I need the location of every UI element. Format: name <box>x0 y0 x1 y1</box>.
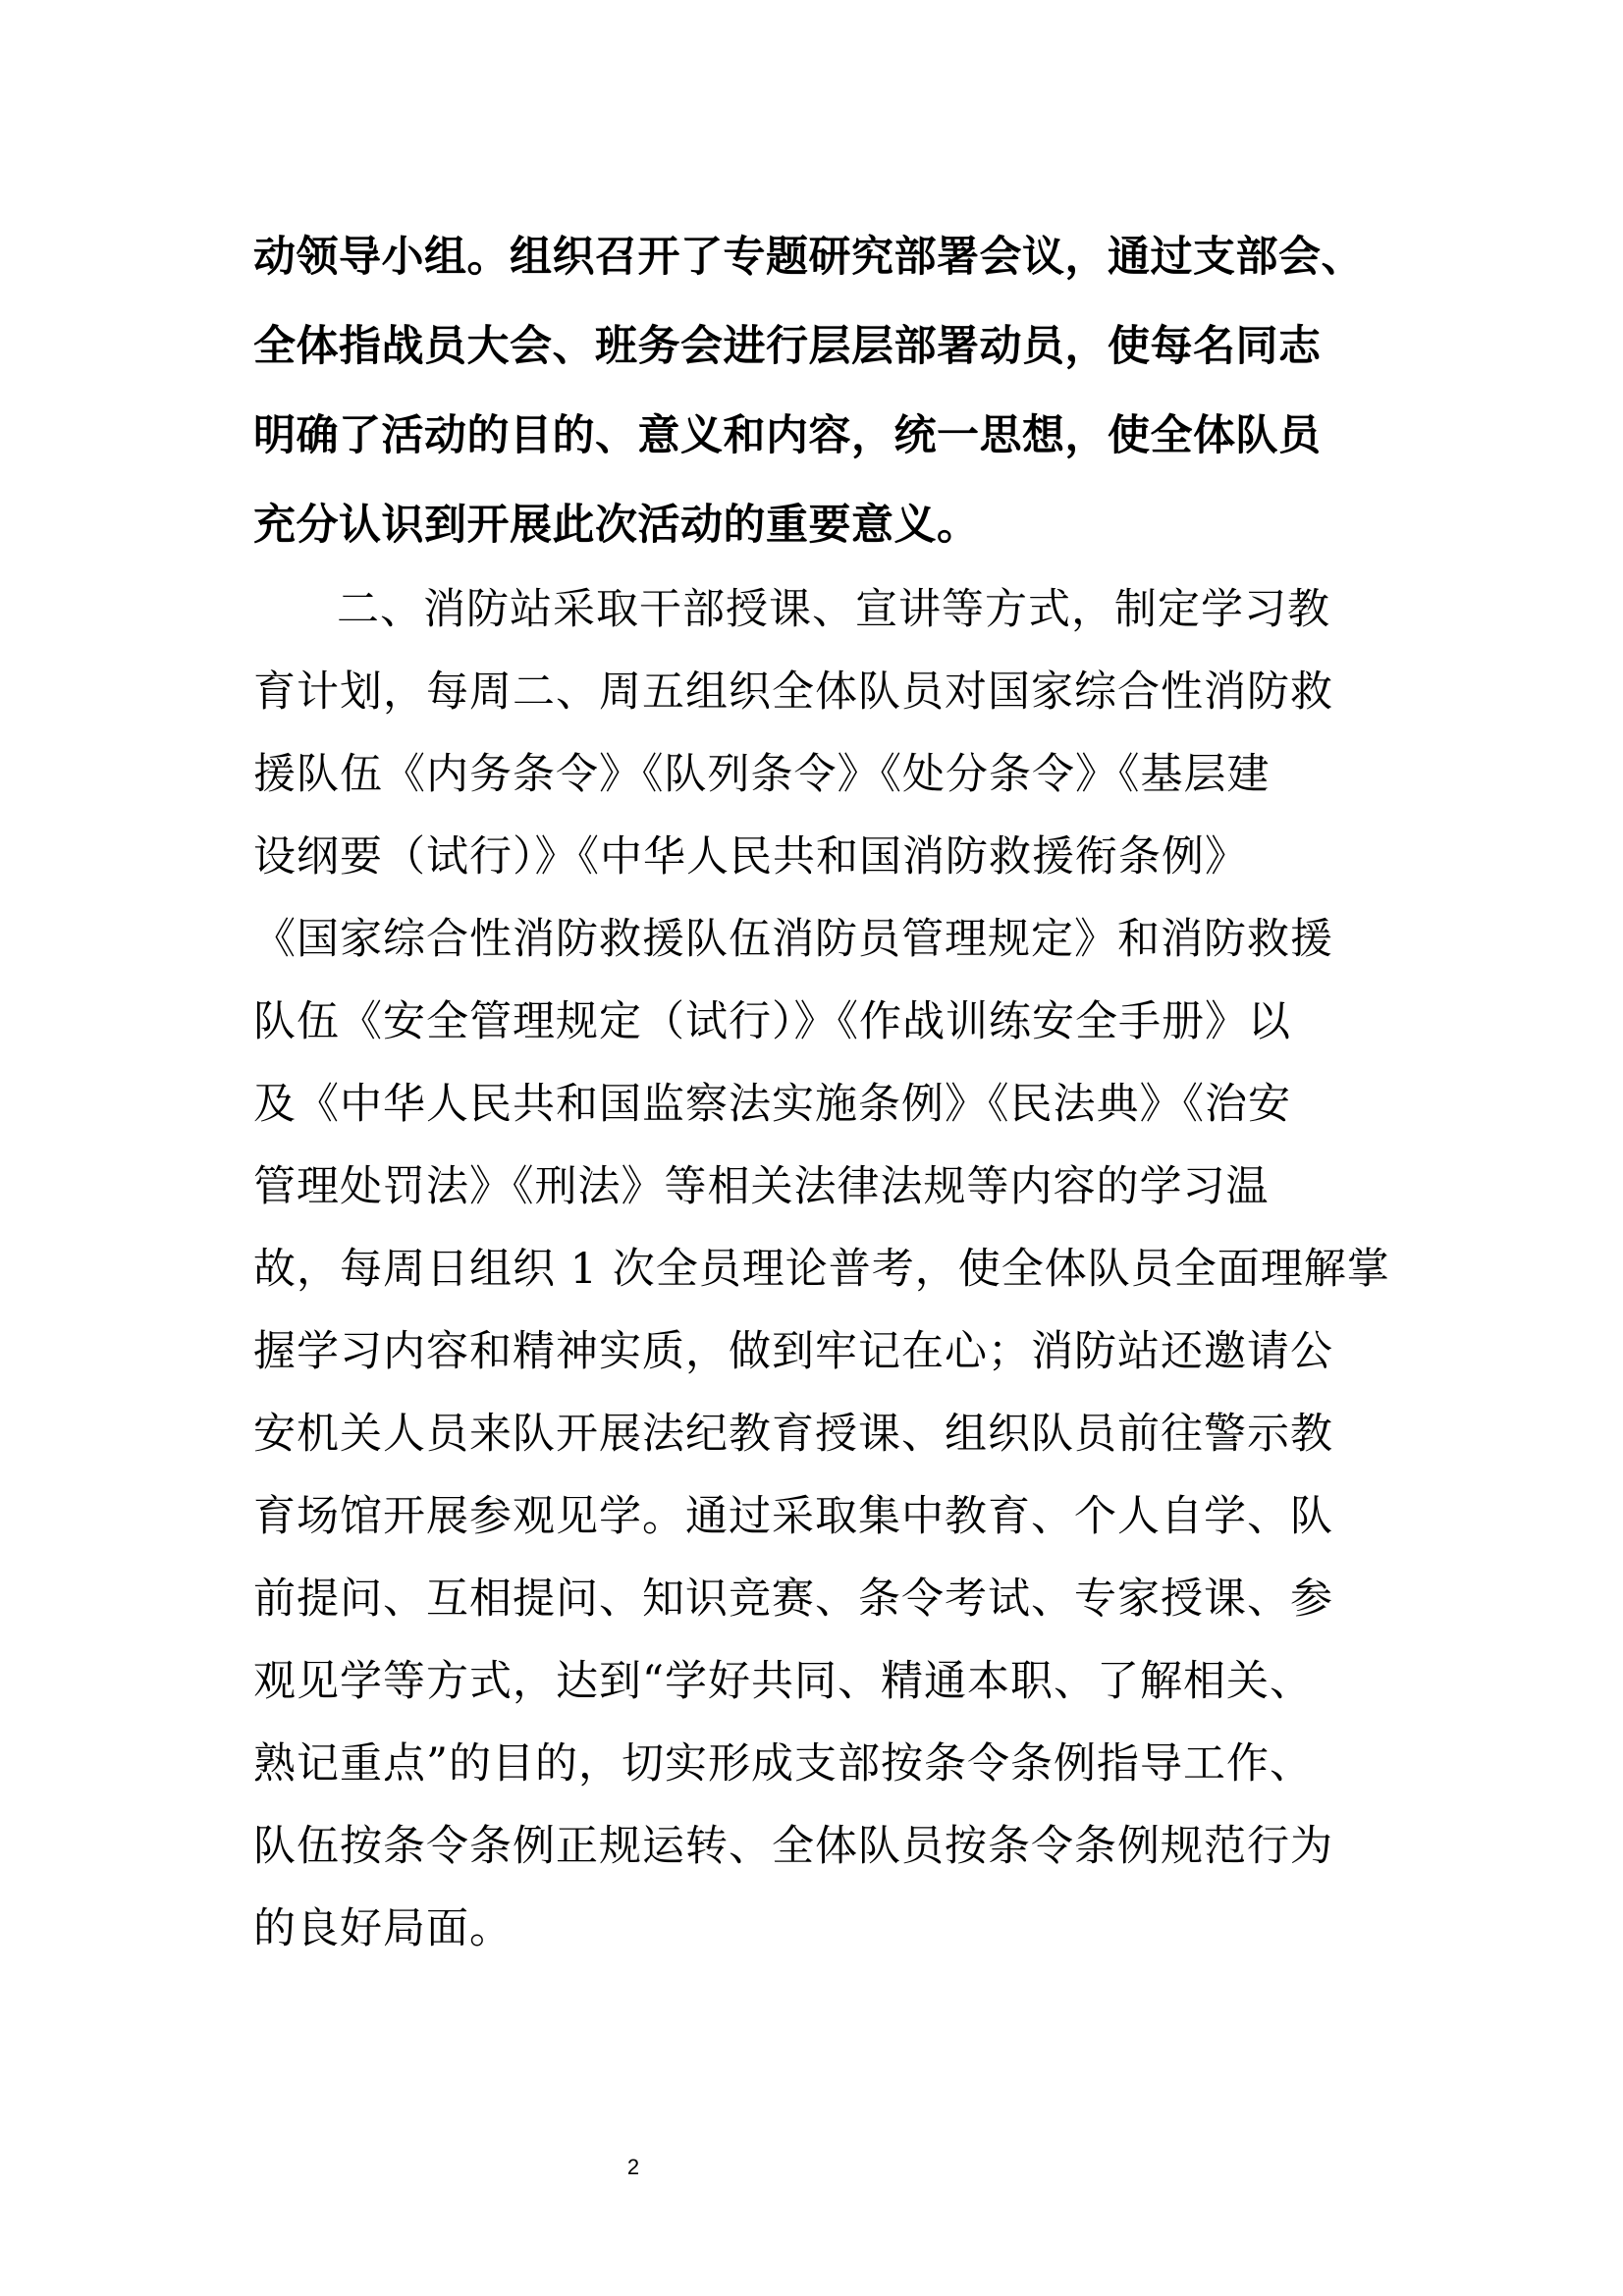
paragraph-line: 熟记重点”的目的，切实形成支部按条令条例指导工作、 <box>253 1739 1313 1789</box>
page-number: 2 <box>626 2155 640 2179</box>
paragraph-line: 援队伍《内务条令》《队列条令》《处分条令》《基层建 <box>253 750 1271 799</box>
paragraph-line: 及《中华人民共和国监察法实施条例》《民法典》《治安 <box>253 1080 1291 1129</box>
paragraph-line: 观见学等方式，达到“学好共同、精通本职、了解相关、 <box>253 1657 1313 1706</box>
paragraph-line: 握学习内容和精神实质，做到牢记在心；消防站还邀请公 <box>253 1327 1333 1376</box>
paragraph-line: 育场馆开展参观见学。通过采取集中教育、个人自学、队 <box>253 1492 1333 1541</box>
paragraph-line: 育计划，每周二、周五组织全体队员对国家综合性消防救 <box>253 667 1333 717</box>
paragraph-line: 明确了活动的目的、意义和内容，统一思想，使全体队员 <box>253 411 1322 460</box>
paragraph-line: 队伍《安全管理规定（试行）》《作战训练安全手册》以 <box>253 997 1291 1046</box>
paragraph-line: 设纲要（试行）》《中华人民共和国消防救援衔条例》 <box>253 832 1248 881</box>
paragraph-line: 管理处罚法》《刑法》等相关法律法规等内容的学习温 <box>253 1162 1270 1211</box>
paragraph-line: 队伍按条令条例正规运转、全体队员按条令条例规范行为 <box>253 1822 1333 1871</box>
paragraph-line: 全体指战员大会、班务会进行层层部署动员，使每名同志 <box>253 322 1322 371</box>
paragraph-line: 的良好局面。 <box>253 1904 513 1953</box>
paragraph-line: 充分认识到开展此次活动的重要意义。 <box>253 501 980 550</box>
paragraph-line: 二、消防站采取干部授课、宣讲等方式，制定学习教 <box>337 585 1330 634</box>
paragraph-line: 前提问、互相提问、知识竞赛、条令考试、专家授课、参 <box>253 1575 1333 1624</box>
paragraph-line: 动领导小组。组织召开了专题研究部署会议，通过支部会、 <box>253 233 1364 282</box>
paragraph-line: 故，每周日组织 1 次全员理论普考，使全体队员全面理解掌 <box>253 1245 1390 1294</box>
paragraph-line: 安机关人员来队开展法纪教育授课、组织队员前往警示教 <box>253 1410 1333 1459</box>
paragraph-line: 《国家综合性消防救援队伍消防员管理规定》和消防救援 <box>253 915 1333 964</box>
